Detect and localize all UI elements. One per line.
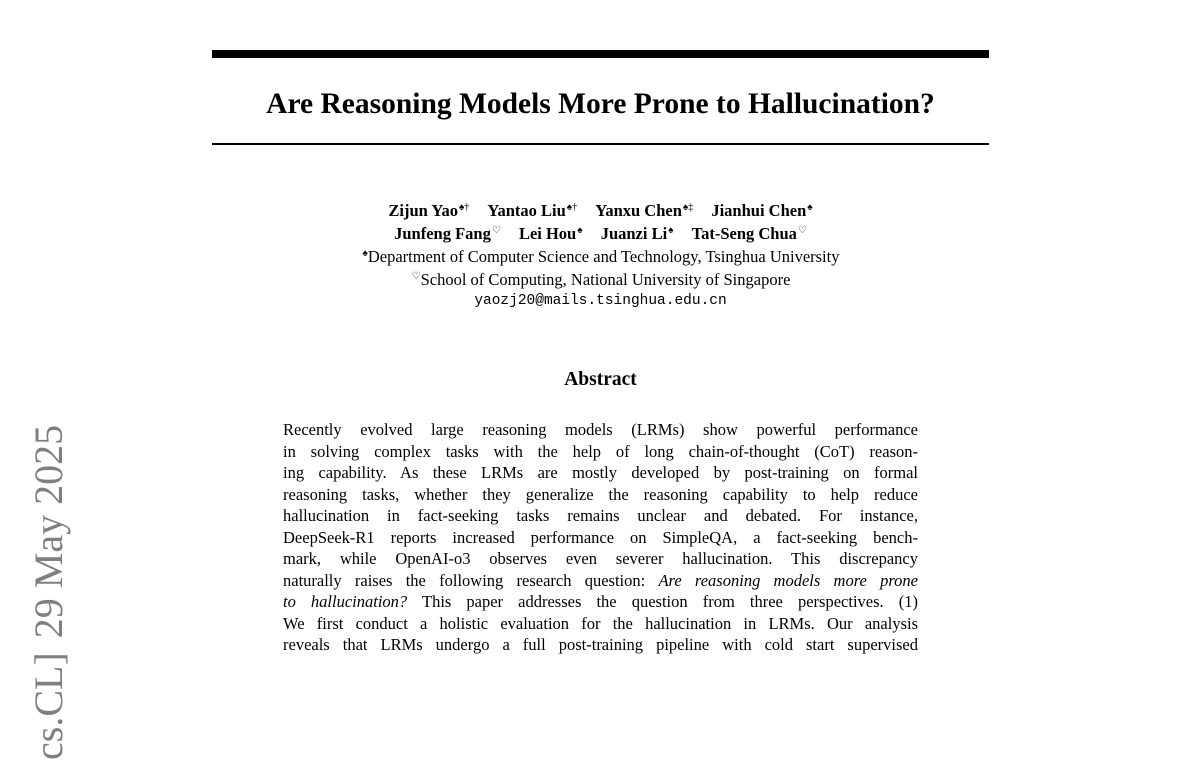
paper-title: Are Reasoning Models More Prone to Hallucination? (266, 88, 935, 120)
author: Yanxu Chen♠‡ (595, 201, 694, 220)
abstract-line: hallucination in fact-seeking tasks remains unclear and debated. For instance, (283, 506, 918, 525)
arxiv-category: cs.CL] (26, 652, 71, 760)
title-top-rule (212, 50, 989, 58)
author-block (212, 199, 989, 312)
abstract-body (283, 419, 918, 656)
contact-email: yaozj20@mails.tsinghua.edu.cn (474, 293, 727, 309)
research-question: Are reasoning models more prone (658, 570, 918, 590)
spade-mark-icon: ♠ (362, 248, 368, 259)
abstract-line: Recently evolved large reasoning models (LRMs) show powerful performance (283, 420, 918, 439)
author: Yantao Liu♠† (487, 201, 578, 220)
affiliation-nus: ♡School of Computing, National University of Singapore (411, 270, 791, 289)
author-line-1 (212, 199, 989, 222)
author: Tat-Seng Chua♡ (691, 224, 807, 243)
author: Zijun Yao♠† (388, 201, 470, 220)
abstract-line: ing capability. As these LRMs are mostly developed by post-training on formal (283, 463, 918, 482)
abstract-line: naturally raises the following research question: Are reasoning models more prone (283, 570, 918, 590)
abstract-line: We first conduct a holistic evaluation for the hallucination in LRMs. Our analysis (283, 613, 918, 633)
arxiv-date: 29 May 2025 (26, 424, 71, 639)
arxiv-side-stamp (27, 425, 71, 760)
author-line-2 (212, 222, 989, 245)
abstract-line: mark, while OpenAI-o3 observes even severer hallucination. This discrepancy (283, 549, 918, 568)
abstract-line: reasoning tasks, whether they generalize the reasoning capability to help reduce (283, 484, 918, 504)
author: Jianhui Chen♠ (711, 201, 813, 220)
abstract-line: DeepSeek-R1 reports increased performance on SimpleQA, a fact-seeking bench- (283, 527, 918, 547)
author: Junfeng Fang♡ (394, 224, 501, 243)
author: Lei Hou♠ (518, 224, 583, 243)
title-bottom-rule (212, 143, 989, 145)
abstract-heading: Abstract (564, 369, 637, 390)
author: Juanzi Li♠ (600, 224, 674, 243)
abstract-line: to hallucination? This paper addresses the question from three perspectives. (1) (283, 592, 918, 611)
research-question: to hallucination? (283, 592, 408, 611)
affiliation-tsinghua: ♠Department of Computer Science and Technology, Tsinghua University (362, 247, 840, 266)
abstract-line: reveals that LRMs undergo a full post-training pipeline with cold start supervised (283, 635, 918, 654)
heart-mark-icon: ♡ (411, 271, 421, 282)
abstract-line: in solving complex tasks with the help of long chain-of-thought (CoT) reason- (283, 441, 918, 461)
